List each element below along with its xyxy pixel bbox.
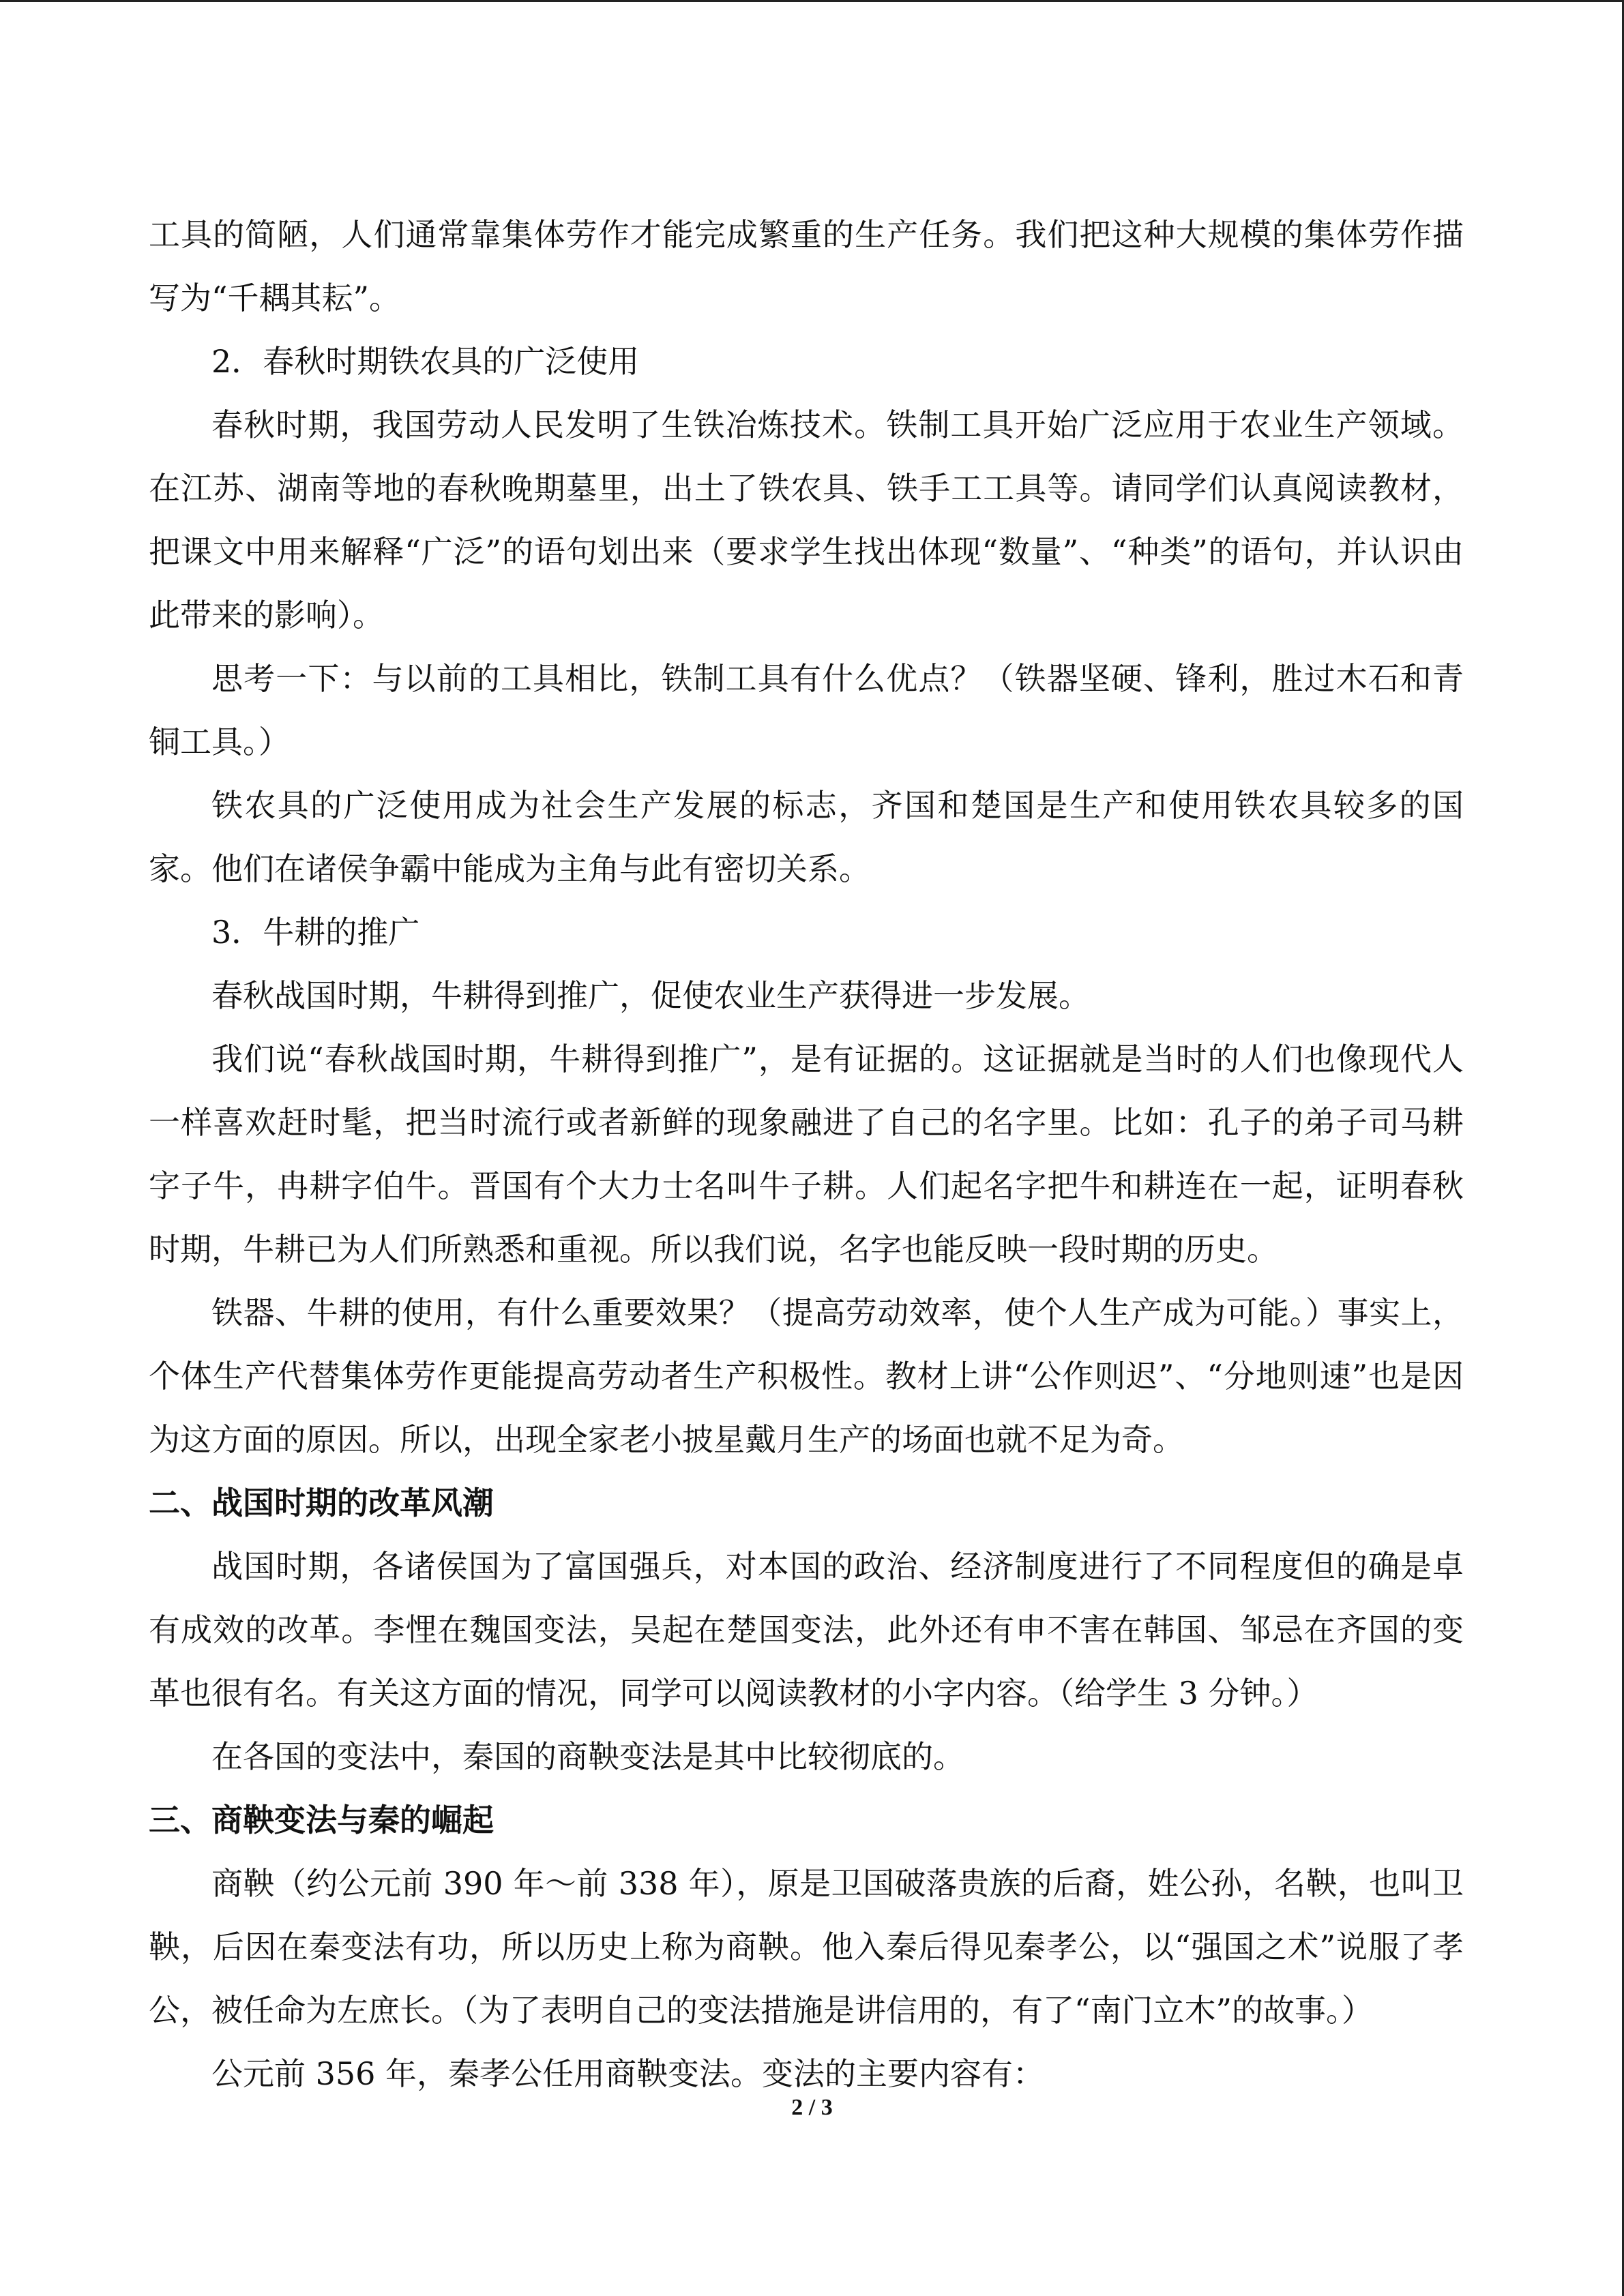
page-number: 2 / 3 bbox=[791, 2095, 833, 2120]
paragraph-name-evidence: 我们说“春秋战国时期，牛耕得到推广”，是有证据的。这证据就是当时的人们也像现代人一样喜欢赶时髦，把当时流行或者新鲜的现象融进了自己的名字里。比如：孔子的弟子司马耕字子牛，冉耕字伯牛。晋国有个大力士名叫牛子耕。人们起名字把牛和耕连在一起，证明春秋时期，牛耕已为人们所熟悉和重视。所以我们说，名字也能反映一段时期的历史。 bbox=[149, 1041, 1464, 1268]
paragraph-iron-advantages: 思考一下：与以前的工具相比，铁制工具有什么优点？（铁器坚硬、锋利，胜过木石和青铜工具。） bbox=[149, 660, 1464, 760]
paragraph-iron-smelting: 春秋时期，我国劳动人民发明了生铁冶炼技术。铁制工具开始广泛应用于农业生产领域。在江苏、湖南等地的春秋晚期墓里，出土了铁农具、铁手工工具等。请同学们认真阅读教材，把课文中用来解释“广泛”的语句划出来（要求学生找出体现“数量”、“种类”的语句，并认识由此带来的影响）。 bbox=[149, 406, 1464, 633]
paragraph-tools-continuation: 工具的简陋，人们通常靠集体劳作才能完成繁重的生产任务。我们把这种大规模的集体劳作描写为“千耦其耘”。 bbox=[149, 216, 1464, 316]
subheading-ox-plough: 3．牛耕的推广 bbox=[211, 914, 420, 951]
paragraph-warring-states-reforms: 战国时期，各诸侯国为了富国强兵，对本国的政治、经济制度进行了不同程度但的确是卓有成效的改革。李悝在魏国变法，吴起在楚国变法，此外还有申不害在韩国、邹忌在齐国的变革也很有名。有关这方面的情况，同学可以阅读教材的小字内容。（给学生 3 分钟。） bbox=[149, 1548, 1464, 1712]
paragraph-individual-production: 铁器、牛耕的使用，有什么重要效果？（提高劳动效率，使个人生产成为可能。）事实上，个体生产代替集体劳作更能提高劳动者生产积极性。教材上讲“公作则迟”、“分地则速”也是因为这方面的原因。所以，出现全家老小披星戴月生产的场面也就不足为奇。 bbox=[149, 1294, 1464, 1458]
section-heading-shang-yang: 三、商鞅变法与秦的崛起 bbox=[149, 1802, 494, 1838]
paragraph-reform-contents: 公元前 356 年，秦孝公任用商鞅变法。变法的主要内容有： bbox=[211, 2055, 1045, 2092]
body-text bbox=[149, 203, 1464, 2106]
paragraph-shang-yang-thorough: 在各国的变法中，秦国的商鞅变法是其中比较彻底的。 bbox=[211, 1738, 964, 1775]
paragraph-shang-yang-bio: 商鞅（约公元前 390 年～前 338 年），原是卫国破落贵族的后裔，姓公孙，名鞅，也叫卫鞅，后因在秦变法有功，所以历史上称为商鞅。他入秦后得见秦孝公，以“强国之术”说服了孝公，被任命为左庶长。（为了表明自己的变法措施是讲信用的，有了“南门立木”的故事。） bbox=[149, 1865, 1464, 2029]
paragraph-qi-chu: 铁农具的广泛使用成为社会生产发展的标志，齐国和楚国是生产和使用铁农具较多的国家。他们在诸侯争霸中能成为主角与此有密切关系。 bbox=[149, 787, 1464, 887]
top-border-line bbox=[0, 0, 1624, 2]
subheading-iron-tools: 2．春秋时期铁农具的广泛使用 bbox=[211, 343, 640, 380]
section-heading-reforms: 二、战国时期的改革风潮 bbox=[149, 1485, 494, 1521]
paragraph-ox-plough-spread: 春秋战国时期，牛耕得到推广，促使农业生产获得进一步发展。 bbox=[211, 977, 1090, 1014]
